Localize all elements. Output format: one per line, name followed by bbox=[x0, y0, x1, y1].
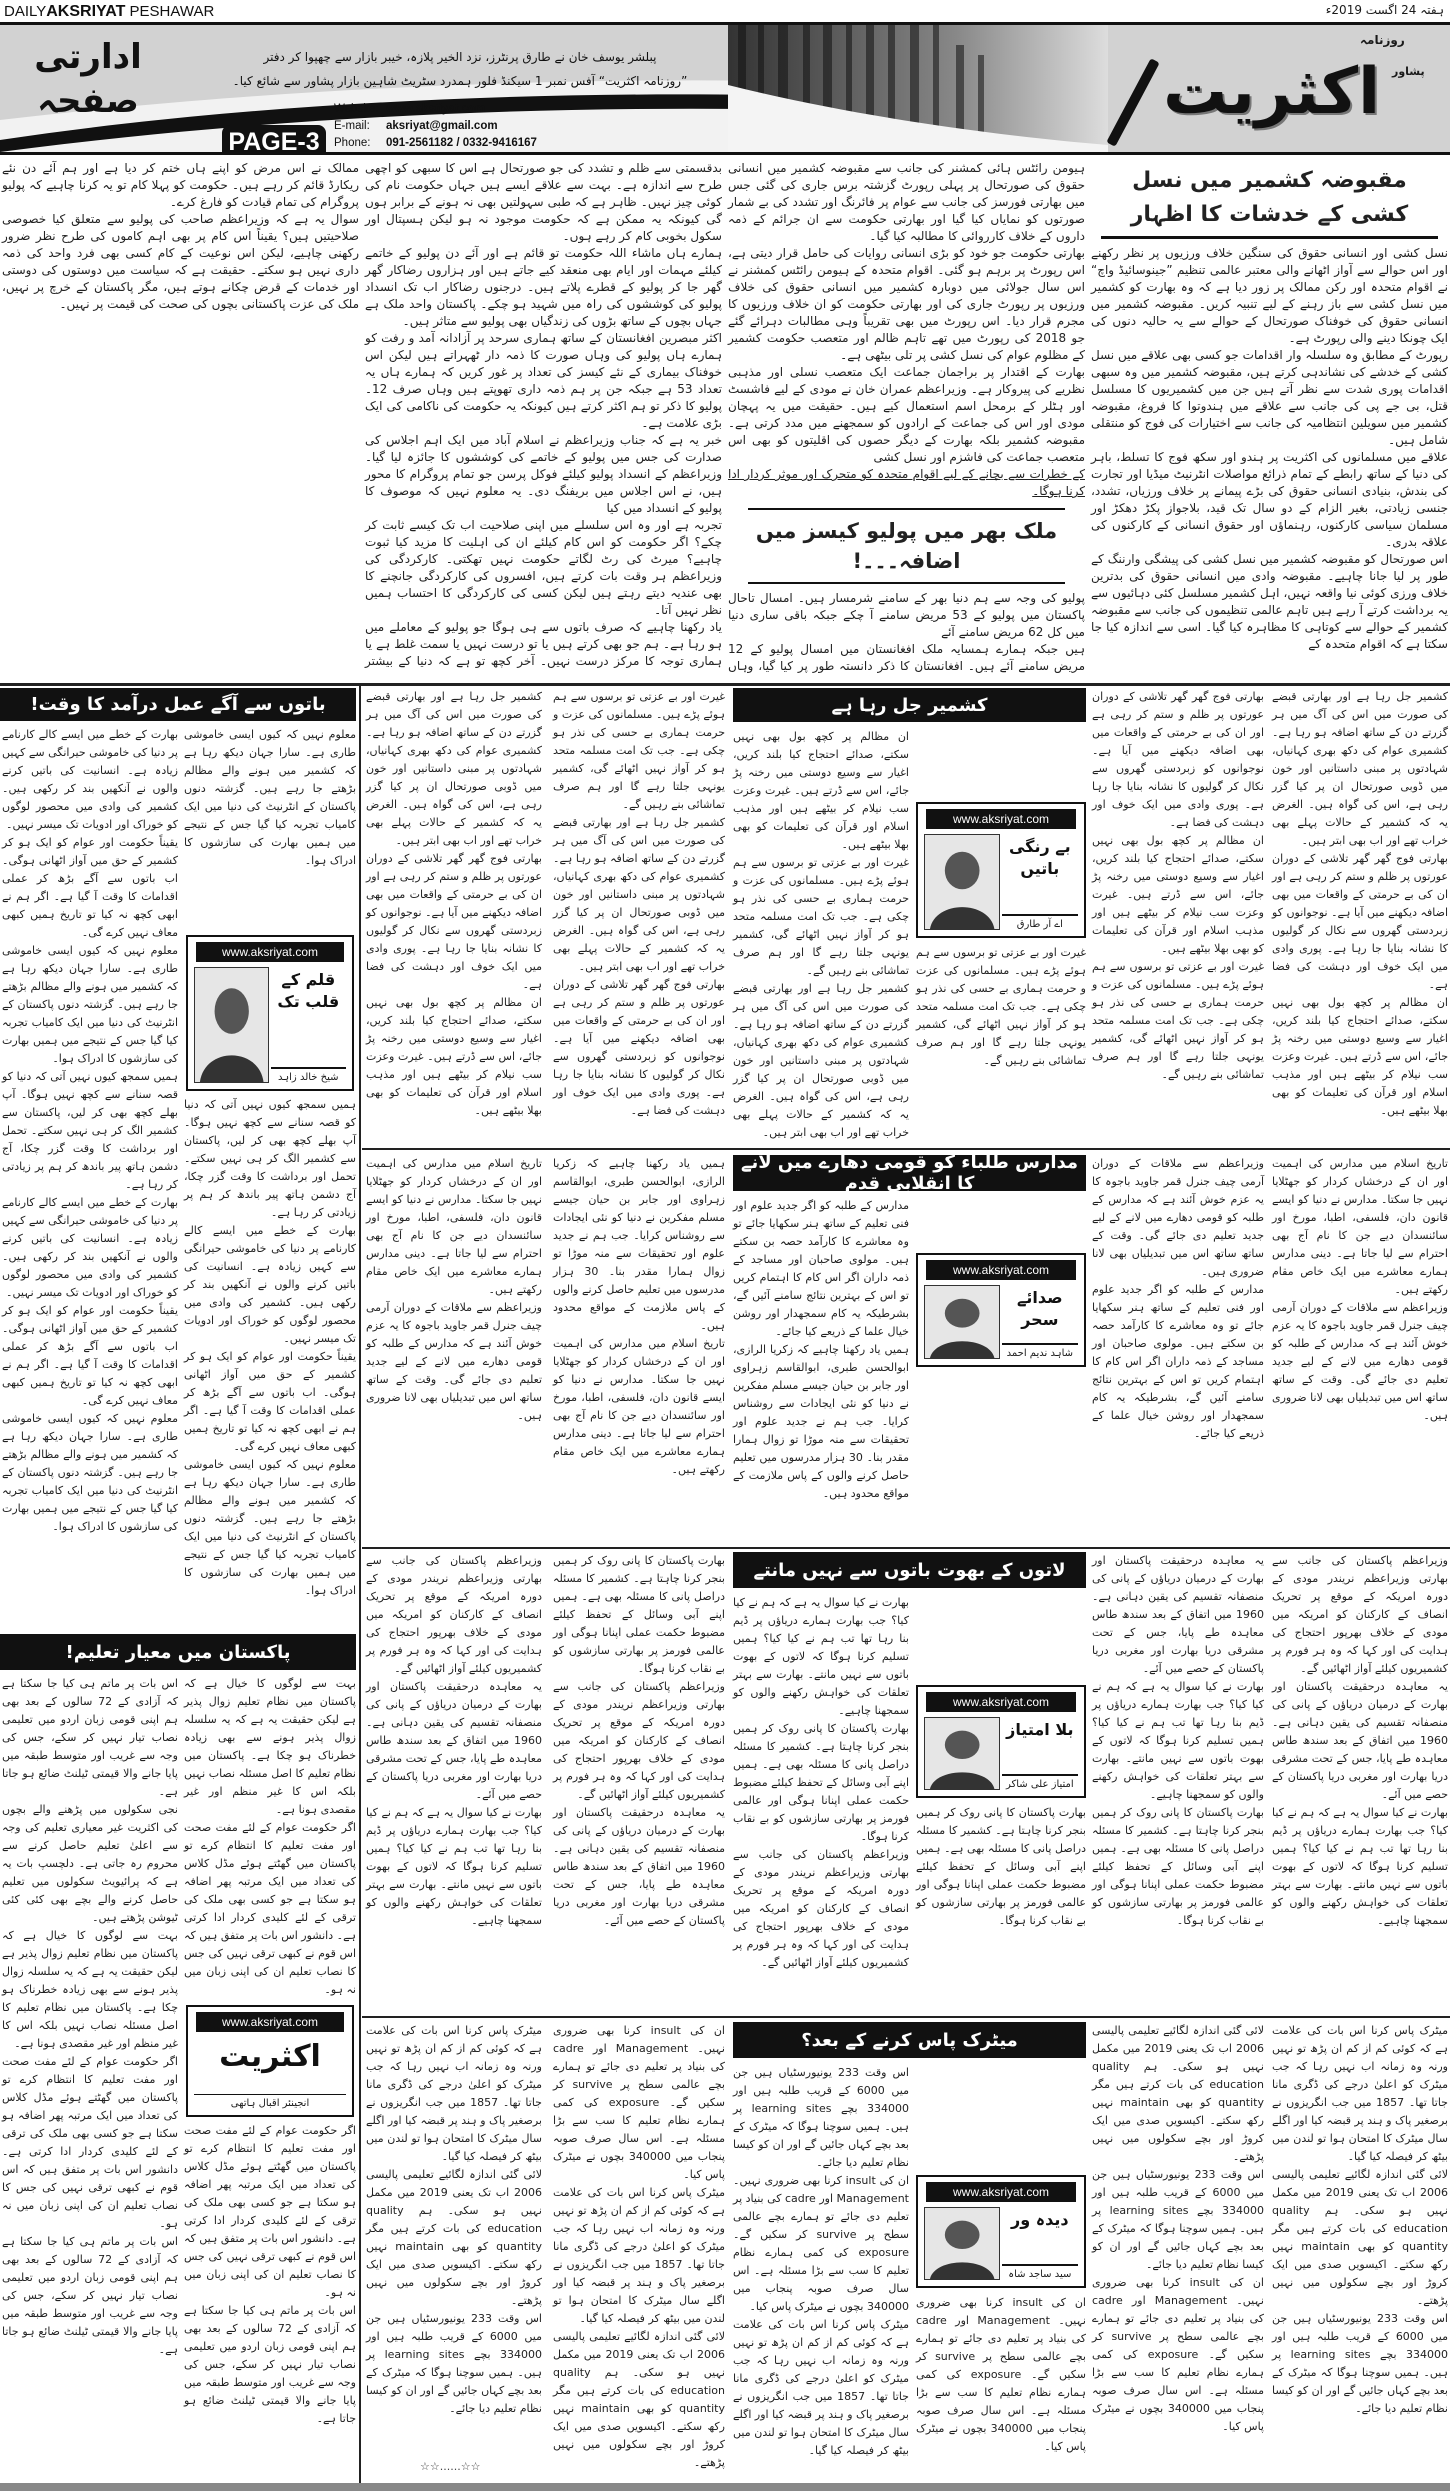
column-paragraph: ان مظالم پر کچھ بول بھی نہیں سکتے، صدائے احتجاج کیا بلند کریں، اغیار سے وسیع دوستی میں رخنہ پڑ جائے، اس سے ڈرتے ہیں۔ غیرت وعزت سب نیلام کر بیٹھے ہیں اور مذہب اسلام اور قرآن کی تعلیمات کو بھی بھلا بیٹھے ہیں۔ bbox=[733, 730, 909, 851]
column-paragraph: بھارت کے خطے میں ایسے کالے کارنامے پر دنیا کی خاموشی حیرانگی سے کہیں زیادہ ہے۔ انسانیت کی باتیں کرنے والوں نے آنکھیں بند کر رکھی ہیں۔ کشمیر کی وادی میں محصور لوگوں کو خوراک اور ادویات تک میسر نہیں۔ bbox=[184, 1224, 356, 1345]
brand-daily: DAILY bbox=[4, 3, 47, 20]
columnist-card bbox=[186, 935, 354, 1091]
polio-paragraph: ہیں جبکہ ہمارے ہمسایہ ملک افغانستان میں امسال پولیو کے 12 مریض سامنے آئے ہیں۔ افغانستان کا ذکر دانستہ طور پر کیا گیا، وہاں بدقسمتی سے ظلم و تشدد کی جو صورتحال ہے اس کا سبھی کو اچھی طرح سے اندازہ ہے۔ بہت سے علاقے ایسے ہیں جہاں حکومت نام کی کوئی چیز نہیں۔ ظاہر ہے کہ طبی سہولتیں بھی نہ ہونے کے برابر ہوں گی کیونکہ یہ ممکن ہے کہ حکومت موجود نہ ہو لیکن ہسپتال اور سکول بخوبی کام کر رہے ہوں۔ bbox=[365, 161, 1085, 673]
editorial-paragraph: کے خطرات سے بچانے کے لیے اقوام متحدہ کو متحرک اور موثر کردار ادا کرنا ہوگا۔ bbox=[728, 467, 1085, 498]
column-paragraph: مدارس کے طلبہ کو اگر جدید علوم اور فنی تعلیم کے ساتھ ہنر سکھایا جائے تو وہ معاشرے کا کارآمد حصہ بن سکتے ہیں۔ مولوی صاحبان اور مساجد کے ذمہ داران اگر اس کام کا اہتمام کریں تو اس کے بہترین نتائج سامنے آئیں گے، بشرطیکہ یہ کام سمجھدار اور روشن خیال علما کے ذریعے کیا جائے۔ bbox=[733, 1199, 909, 1338]
section-divider bbox=[0, 683, 1450, 686]
column-paragraph: ہمیں سمجھ کیوں نہیں آتی کہ دنیا کو قصہ سنانے سے کچھ نہیں ہوگا۔ آپ بھلے کچھ بھی کر لیں، پاکستان سے کشمیر الگ کر ہی نہیں سکتے۔ تحمل اور برداشت کا وقت گزر چکا، آج دشمن ہاتھ پیر باندھ کر ہم پر زیادتی کر رہا ہے۔ bbox=[2, 1070, 178, 1191]
column-paragraph: یہ معاہدہ درحقیقت پاکستان اور بھارت کے درمیان دریاؤں کے پانی کی منصفانہ تقسیم کی یقین دہانی ہے۔ 1960 میں اتفاق کے بعد سندھ طاس معاہدہ طے پایا، جس کے تحت مشرقی دریا بھارت اور مغربی دریا پاکستان کے حصے میں آئے۔ bbox=[1272, 1680, 1448, 1801]
logo-city: پشاور bbox=[1392, 65, 1425, 78]
column-text bbox=[184, 1675, 356, 2000]
website-label: Website: bbox=[334, 103, 379, 115]
column-text bbox=[366, 1155, 542, 1543]
website-label: www.aksriyat.com bbox=[926, 2182, 1076, 2202]
column-paragraph: اس وقت 233 یونیورسٹیاں ہیں جن میں 6000 کے قریب طلبہ ہیں اور 334000 بچے learning sites پر ہیں۔ ہمیں سوچنا ہوگا کہ میٹرک کے بعد بچے کہاں جائیں گے اور ان کو کیسا نظام تعلیم دیا جائے۔ bbox=[1092, 2168, 1264, 2271]
editorial-paragraph: بھارت کے اقتدار پر براجمان جماعت ایک متعصب نسلی اور مذہبی نظریے کی پیروکار ہے۔ وزیراعظم عمران خان نے مودی کے لیے فاشسٹ اور ہٹلر کے برمحل اسم استعمال کیے ہیں۔ حقیقت میں یہ پہچان مودی اور اس کی جماعت کے ارادوں کو سمجھنے میں مدد کرتی ہے۔ مقبوضہ کشمیر بلکہ بھارت کے دیگر حصوں کی اقلیتوں کو بھی اس متعصب جماعت کی فاشزم اور نسل کشی bbox=[728, 365, 1085, 464]
column-paragraph: ان کی insult کرنا بھی ضروری نہیں۔ Management اور cadre کی بنیاد پر تعلیم دی جائے تو ہمارے بچے عالمی سطح پر survive کر سکیں گے۔ exposure کی کمی ہمارے نظام تعلیم کا سب سے بڑا مسئلہ ہے۔ اس سال صرف صوبہ پنجاب میں 340000 بچوں نے میٹرک پاس کیا۔ bbox=[916, 2296, 1086, 2453]
column-paragraph: یہ معاہدہ درحقیقت پاکستان اور بھارت کے درمیان دریاؤں کے پانی کی منصفانہ تقسیم کی یقین دہانی ہے۔ 1960 میں اتفاق کے بعد سندھ طاس معاہدہ طے پایا، جس کے تحت مشرقی دریا بھارت اور مغربی دریا پاکستان کے حصے میں آئے۔ bbox=[553, 1806, 725, 1927]
email-link[interactable]: aksriyat@gmail.com bbox=[386, 120, 498, 132]
column-paragraph: یہ معاہدہ درحقیقت پاکستان اور بھارت کے درمیان دریاؤں کے پانی کی منصفانہ تقسیم کی یقین دہانی ہے۔ 1960 میں اتفاق کے بعد سندھ طاس معاہدہ طے پایا، جس کے تحت مشرقی دریا بھارت اور مغربی دریا پاکستان کے حصے میں آئے۔ bbox=[1092, 1554, 1264, 1675]
author-name: اے آر طارق bbox=[1002, 914, 1078, 930]
column-text bbox=[184, 2122, 356, 2478]
website-link[interactable]: www.akstiyat.com bbox=[386, 103, 486, 115]
section-divider bbox=[362, 2016, 1450, 2018]
column-paragraph: اس بات پر ماتم ہی کیا جا سکتا ہے کہ آزادی کے 72 سالوں کے بعد بھی ہم اپنی قومی زبان اردو میں تعلیمی نصاب تیار نہیں کر سکے، جس کی وجہ سے غریب اور متوسط طبقہ میں پایا جانے والا قیمتی ٹیلنٹ ضائع ہو جاتا ہے۔ bbox=[2, 2235, 178, 2356]
column-headline: کشمیر جل رہا ہے bbox=[733, 688, 1086, 722]
column-paragraph: غیرت اور بے عزتی تو برسوں سے ہم ہوئے پڑے ہیں۔ مسلمانوں کی عزت و حرمت ہماری بے حسی کی نذر ہو چکی ہے۔ جب تک امت مسلمہ متحد ہو کر آواز نہیں اٹھائے گی، کشمیر یونہی جلتا رہے گا اور ہم صرف تماشائی بنے رہیں گے۔ bbox=[1092, 960, 1264, 1081]
issue-date: ہفتہ 24 اگست 2019ء bbox=[1325, 3, 1444, 17]
column-text bbox=[553, 1552, 725, 2012]
column-text bbox=[184, 726, 356, 930]
column-text bbox=[733, 1197, 909, 1543]
website-label: www.aksriyat.com bbox=[196, 2012, 344, 2032]
column-paragraph: اس وقت 233 یونیورسٹیاں ہیں جن میں 6000 کے قریب طلبہ ہیں اور 334000 بچے learning sites پر ہیں۔ ہمیں سوچنا ہوگا کہ میٹرک کے بعد بچے کہاں جائیں گے اور ان کو کیسا نظام تعلیم دیا جائے۔ bbox=[1272, 2312, 1448, 2415]
column-paragraph: بھارت نے کیا سوال یہ ہے کہ ہم نے کیا کیا؟ جب بھارت ہمارے دریاؤں پر ڈیم بنا رہا تھا تب ہم نے کیا کیا؟ ہمیں تسلیم کرنا ہوگا کہ لاتوں کے بھوت باتوں سے نہیں مانتے۔ بھارت سے بہتر تعلقات کی خواہش رکھنے والوں کو سمجھنا چاہیے۔ bbox=[733, 1596, 909, 1717]
column-paragraph: اس وقت 233 یونیورسٹیاں ہیں جن میں 6000 کے قریب طلبہ ہیں اور 334000 بچے learning sites پر ہیں۔ ہمیں سوچنا ہوگا کہ میٹرک کے بعد بچے کہاں جائیں گے اور ان کو کیسا نظام تعلیم دیا جائے۔ bbox=[366, 2312, 542, 2415]
column-paragraph: کشمیر جل رہا ہے اور بھارتی قبضے کی صورت میں اس کی آگ میں ہر گزرتے دن کے ساتھ اضافہ ہو رہا ہے۔ کشمیری عوام کی دکھ بھری کہانیاں، شہادتوں پر مبنی داستانیں اور خون میں ڈوبی صورتحال ان پر کیا گزر رہی ہے، اس کی گواہ ہیں۔ الغرض یہ کہ کشمیر کے حالات پہلے بھی خراب تھے اور اب بھی ابتر ہیں۔ bbox=[733, 982, 909, 1139]
editorial-paragraph: اس صورتحال کو مقبوضہ کشمیر میں نسل کشی کی پیشگی وارننگ کے طور پر لیا جانا چاہیے۔ مقبوضہ وادی میں انسانی حقوق کی بدترین خلاف ورزی کوئی نیا واقعہ نہیں، اہل کشمیر مسلسل کئی دہائیوں سے یہ برداشت کرتے آ رہے ہیں تاہم عالمی تنظیموں کی جانب سے مقبوضہ کشمیر کے حوالے سے کوتاہی کا مظاہرہ کیا گیا۔ اسی سے اندازہ کیا جا سکتا ہے کہ اقوام متحدہ کے bbox=[1091, 552, 1448, 651]
phone-label: Phone: bbox=[334, 137, 371, 149]
column-paragraph: میٹرک پاس کرنا اس بات کی علامت ہے کہ کوئی کم از کم ان پڑھ تو نہیں ورنہ وہ زمانہ اب نہیں رہا کہ جب میٹرک کو اعلیٰ درجے کی ڈگری مانا جاتا تھا۔ 1857 میں جب انگریزوں نے برصغیر پاک و ہند پر قبضہ کیا اور اگلے سال میٹرک کا امتحان ہوا تو لندن میں بیٹھ کر فیصلہ کیا گیا۔ bbox=[553, 2186, 725, 2325]
column-paragraph: ان کی insult کرنا بھی ضروری نہیں۔ Management اور cadre کی بنیاد پر تعلیم دی جائے تو ہمارے بچے عالمی سطح پر survive کر سکیں گے۔ exposure کی کمی ہمارے نظام تعلیم کا سب سے بڑا مسئلہ ہے۔ اس سال صرف صوبہ پنجاب میں 340000 بچوں نے میٹرک پاس کیا۔ bbox=[733, 2174, 909, 2313]
column-paragraph: لائی گئی اندازہ لگائیے تعلیمی پالیسی 2006 اب تک یعنی 2019 میں مکمل نہیں ہو سکی۔ ہم quality education کی بات کرتے ہیں مگر quantity کو بھی maintain نہیں رکھ سکتے۔ اکیسویں صدی میں ایک کروڑ اور بچے سکولوں میں نہیں پڑھتے۔ bbox=[553, 2330, 725, 2469]
column-headline: پاکستان میں معیار تعلیم! bbox=[0, 1634, 356, 1670]
column-text bbox=[553, 2022, 725, 2478]
column-paragraph: یقیناً حکومت اور عوام کو ایک ہو کر کشمیر کے حق میں آواز اٹھانی ہوگی۔ اب باتوں سے آگے بڑھ کر عملی اقدامات کا وقت آ گیا ہے۔ اگر ہم نے ابھی کچھ نہ کیا تو تاریخ ہمیں کبھی معاف نہیں کرے گی۔ bbox=[2, 1304, 178, 1407]
column-paragraph: ہمیں یاد رکھنا چاہیے کہ زکریا الرازی، ابوالحسن طبری، ابوالقاسم زہراوی اور جابر بن حیان جیسے مسلم مفکرین نے دنیا کو نئی ایجادات سے روشناس کرایا۔ جب ہم نے جدید علوم اور تحقیقات سے منہ موڑا تو زوال ہمارا مقدر بنا۔ 30 ہزار مدرسوں میں تعلیم حاصل کرنے والوں کے پاس ملازمت کے مواقع محدود ہیں۔ bbox=[733, 1343, 909, 1500]
author-photo bbox=[924, 1285, 1000, 1359]
section-divider bbox=[362, 1547, 1450, 1549]
author-name: سید ساجد شاہ bbox=[1002, 2264, 1078, 2280]
page-number-badge: PAGE-3 bbox=[222, 125, 326, 155]
author-photo bbox=[194, 967, 269, 1083]
column-paragraph: ہمیں سمجھ کیوں نہیں آتی کہ دنیا کو قصہ سنانے سے کچھ نہیں ہوگا۔ آپ بھلے کچھ بھی کر لیں، پاکستان سے کشمیر الگ کر ہی نہیں سکتے۔ تحمل اور برداشت کا وقت گزر چکا، آج دشمن ہاتھ پیر باندھ کر ہم پر زیادتی کر رہا ہے۔ bbox=[184, 1098, 356, 1219]
column-paragraph: غیرت اور بے عزتی تو برسوں سے ہم ہوئے پڑے ہیں۔ مسلمانوں کی عزت و حرمت ہماری بے حسی کی نذر ہو چکی ہے۔ جب تک امت مسلمہ متحد ہو کر آواز نہیں اٹھائے گی، کشمیر یونہی جلتا رہے گا اور ہم صرف تماشائی بنے رہیں گے۔ bbox=[916, 946, 1086, 1067]
column-text bbox=[2, 726, 178, 1628]
column-paragraph: وزیراعظم پاکستان کی جانب سے بھارتی وزیراعظم نریندر مودی کے دورہ امریکہ کے موقع پر تحریک انصاف کے کارکنان کو امریکہ میں مودی کے خلاف بھرپور احتجاج کی ہدایت کی اور کہا کہ وہ ہر فورم پر کشمیریوں کیلئے آواز اٹھائیں گے۔ bbox=[1272, 1554, 1448, 1675]
column-paragraph: تاریخ اسلام میں مدارس کی اہمیت اور ان کے درخشاں کردار کو جھٹلایا نہیں جا سکتا۔ مدارس نے دنیا کو ایسے قانون دان، فلسفی، اطبا، مورخ اور سائنسدان دیے جن کا نام آج بھی احترام سے لیا جاتا ہے۔ دینی مدارس ہمارے معاشرے میں ایک خاص مقام رکھتے ہیں۔ bbox=[553, 1337, 725, 1476]
column-paragraph: ان مظالم پر کچھ بول بھی نہیں سکتے، صدائے احتجاج کیا بلند کریں، اغیار سے وسیع دوستی میں رخنہ پڑ جائے، اس سے ڈرتے ہیں۔ غیرت وعزت سب نیلام کر بیٹھے ہیں اور مذہب اسلام اور قرآن کی تعلیمات کو بھی بھلا بیٹھے ہیں۔ bbox=[1272, 996, 1448, 1117]
column-paragraph: غیرت اور بے عزتی تو برسوں سے ہم ہوئے پڑے ہیں۔ مسلمانوں کی عزت و حرمت ہماری بے حسی کی نذر ہو چکی ہے۔ جب تک امت مسلمہ متحد ہو کر آواز نہیں اٹھائے گی، کشمیر یونہی جلتا رہے گا اور ہم صرف تماشائی بنے رہیں گے۔ bbox=[733, 856, 909, 977]
author-photo bbox=[924, 834, 1000, 930]
column-paragraph: بھارت کے خطے میں ایسے کالے کارنامے پر دنیا کی خاموشی حیرانگی سے کہیں زیادہ ہے۔ انسانیت کی باتیں کرنے والوں نے آنکھیں بند کر رکھی ہیں۔ کشمیر کی وادی میں محصور لوگوں کو خوراک اور ادویات تک میسر نہیں۔ bbox=[2, 1196, 178, 1299]
column-text bbox=[1272, 1552, 1448, 2012]
column-paragraph: بھارت پاکستان کا پانی روک کر ہمیں بنجر کرنا چاہتا ہے۔ کشمیر کا مسئلہ دراصل پانی کا مسئلہ بھی ہے۔ ہمیں اپنے آبی وسائل کے تحفظ کیلئے مضبوط حکمت عملی اپنانا ہوگی اور عالمی فورمز پر بھارتی سازشوں کو بے نقاب کرنا ہوگا۔ bbox=[916, 1806, 1086, 1927]
website-label: www.aksriyat.com bbox=[926, 1260, 1076, 1280]
column-paragraph: بہت سے لوگوں کا خیال ہے کہ پاکستان میں نظام تعلیم زوال پذیر ہے لیکن حقیقت یہ ہے کہ یہ سلسلہ زوال پذیر ہونے سے بھی زیادہ خطرناک ہو چکا ہے۔ پاکستان میں نظام تعلیم کا اصل مسئلہ نصاب نہیں بلکہ اس کا غیر منظم اور غیر مقصدی ہونا ہے۔ bbox=[184, 1677, 356, 1816]
column-paragraph: میٹرک پاس کرنا اس بات کی علامت ہے کہ کوئی کم از کم ان پڑھ تو نہیں ورنہ وہ زمانہ اب نہیں رہا کہ جب میٹرک کو اعلیٰ درجے کی ڈگری مانا جاتا تھا۔ 1857 میں جب انگریزوں نے برصغیر پاک و ہند پر قبضہ کیا اور اگلے سال میٹرک کا امتحان ہوا تو لندن میں بیٹھ کر فیصلہ کیا گیا۔ bbox=[1272, 2024, 1448, 2163]
column-text bbox=[1272, 1155, 1448, 1543]
column-headline: باتوں سے آگے عمل درآمد کا وقت! bbox=[0, 688, 356, 721]
column-paragraph: کشمیر جل رہا ہے اور بھارتی قبضے کی صورت میں اس کی آگ میں ہر گزرتے دن کے ساتھ اضافہ ہو رہا ہے۔ کشمیری عوام کی دکھ بھری کہانیاں، شہادتوں پر مبنی داستانیں اور خون میں ڈوبی صورتحال ان پر کیا گزر رہی ہے، اس کی گواہ ہیں۔ الغرض یہ کہ کشمیر کے حالات پہلے بھی خراب تھے اور اب بھی ابتر ہیں۔ bbox=[366, 690, 542, 847]
editorial-paragraph: بھارتی حکومت جو خود کو بڑی انسانی روایات کی حامل قرار دیتی ہے، اس رپورٹ پر برہم ہو گئی۔ اقوام متحدہ کے ہیومن رائٹس کمشنر نے اس سال جولائی میں دوبارہ کشمیر میں انسانی حقوق کی خلاف ورزیوں پر رپورٹ جاری کی اور بھارتی حکومت کو ان خلاف ورزیوں کا مجرم قرار دیا۔ اس رپورٹ میں بھی تقریباً وہی مطالبات دہرائے گئے جو 2018 کی رپورٹ میں تھے تاہم ظالم اور متعصب حکومت کشمیر کے مظلوم عوام کی نسل کشی پر تلی بیٹھی ہے۔ bbox=[728, 246, 1085, 362]
column-paragraph: وزیراعظم پاکستان کی جانب سے بھارتی وزیراعظم نریندر مودی کے دورہ امریکہ کے موقع پر تحریک انصاف کے کارکنان کو امریکہ میں مودی کے خلاف بھرپور احتجاج کی ہدایت کی اور کہا کہ وہ ہر فورم پر کشمیریوں کیلئے آواز اٹھائیں گے۔ bbox=[733, 1848, 909, 1969]
column-text bbox=[1272, 2022, 1448, 2478]
column-text bbox=[916, 1804, 1086, 2012]
author-name: انجینئر اقبال ہاتھی bbox=[194, 2094, 346, 2109]
column-paragraph: وزیراعظم سے ملاقات کے دوران آرمی چیف جنرل قمر جاوید باجوہ کا یہ عزم خوش آئند ہے کہ مدارس کے طلبہ کو قومی دھارے میں لانے کے لیے جدید تعلیم دی جائے گی۔ وقت کے ساتھ ساتھ اس میں تبدیلیاں بھی لانا ضروری ہیں۔ bbox=[1092, 1157, 1264, 1278]
columnist-card bbox=[916, 1685, 1086, 1798]
column-paragraph: معلوم نہیں کہ کیوں ایسی خاموشی طاری ہے۔ سارا جہان دیکھ رہا ہے کہ کشمیر میں ہونے والے مظالم بڑھتے جا رہے ہیں۔ گزشتہ دنوں پاکستان کے انٹرنیٹ کی دنیا میں ایک کامیاب تجربہ کیا گیا جس کے نتیجے میں ہمیں بھارت کی سازشوں کا ادراک ہوا۔ bbox=[2, 944, 178, 1065]
brand-name: AKSRIYAT bbox=[46, 3, 126, 20]
polio-paragraph: سوال یہ ہے کہ وزیراعظم صاحب کی پولیو سے متعلق کیا خصوصی صلاحیتیں ہیں؟ یقیناً اس کام پر بھی اہم کاموں کی طرح نظر ضرور رکھنی چاہیے، لیکن اس نوعیت کے کام کسی بھی فرد واحد کی ذمہ داری نہیں ہو سکتے۔ حقیقت ہے کہ سیاست میں دوستوں کی دوستی اور خدمات کے قرض چکانے ہوتے ہیں، مگر پاکستان کے خرچ پر نہیں، ملک کی عزت پاکستانی بچوں کی صحت کی قیمت پر نہیں۔ bbox=[2, 212, 359, 311]
column-paragraph: یہ معاہدہ درحقیقت پاکستان اور بھارت کے درمیان دریاؤں کے پانی کی منصفانہ تقسیم کی یقین دہانی ہے۔ 1960 میں اتفاق کے بعد سندھ طاس معاہدہ طے پایا، جس کے تحت مشرقی دریا بھارت اور مغربی دریا پاکستان کے حصے میں آئے۔ bbox=[366, 1680, 542, 1801]
column-text bbox=[1272, 688, 1448, 1144]
email-label: E-mail: bbox=[334, 120, 370, 132]
column-paragraph: معلوم نہیں کہ کیوں ایسی خاموشی طاری ہے۔ سارا جہان دیکھ رہا ہے کہ کشمیر میں ہونے والے مظالم بڑھتے جا رہے ہیں۔ گزشتہ دنوں پاکستان کے انٹرنیٹ کی دنیا میں ایک کامیاب تجربہ کیا گیا جس کے نتیجے میں ہمیں بھارت کی سازشوں کا ادراک ہوا۔ bbox=[2, 1412, 178, 1533]
column-name: قلم کے قلب تک bbox=[277, 970, 340, 1011]
column-text bbox=[366, 2022, 542, 2456]
publisher-info bbox=[200, 45, 720, 93]
top-strip bbox=[0, 0, 1450, 22]
column-paragraph: اگر حکومت عوام کے لئے مفت صحت اور مفت تعلیم کا انتظام کرے تو پاکستان میں گھٹتے ہوئے مڈل کلاس کی تعداد میں ایک مرتبہ پھر اضافہ ہو سکتا ہے جو کسی بھی ملک کی ترقی کے لئے کلیدی کردار ادا کرتی ہے۔ دانشور اس بات پر متفق ہیں کہ اس قوم نے کبھی ترقی نہیں کی جس کا نصاب تعلیم ان کی اپنی زبان میں نہ ہو۔ bbox=[184, 2124, 356, 2299]
polio-editorial-headline: ملک بھر میں پولیو کیسز میں اضافہ۔۔۔! bbox=[748, 508, 1065, 584]
column-paragraph: معلوم نہیں کہ کیوں ایسی خاموشی طاری ہے۔ سارا جہان دیکھ رہا ہے کہ کشمیر میں ہونے والے مظالم بڑھتے جا رہے ہیں۔ گزشتہ دنوں پاکستان کے انٹرنیٹ کی دنیا میں ایک کامیاب تجربہ کیا گیا جس کے نتیجے میں ہمیں بھارت کی سازشوں کا ادراک ہوا۔ bbox=[184, 1458, 356, 1597]
column-paragraph: بھارت پاکستان کا پانی روک کر ہمیں بنجر کرنا چاہتا ہے۔ کشمیر کا مسئلہ دراصل پانی کا مسئلہ بھی ہے۔ ہمیں اپنے آبی وسائل کے تحفظ کیلئے مضبوط حکمت عملی اپنانا ہوگی اور عالمی فورمز پر بھارتی سازشوں کو بے نقاب کرنا ہوگا۔ bbox=[1092, 1806, 1264, 1927]
column-paragraph: کشمیر جل رہا ہے اور بھارتی قبضے کی صورت میں اس کی آگ میں ہر گزرتے دن کے ساتھ اضافہ ہو رہا ہے۔ کشمیری عوام کی دکھ بھری کہانیاں، شہادتوں پر مبنی داستانیں اور خون میں ڈوبی صورتحال ان پر کیا گزر رہی ہے، اس کی گواہ ہیں۔ الغرض یہ کہ کشمیر کے حالات پہلے بھی خراب تھے اور اب بھی ابتر ہیں۔ bbox=[1272, 690, 1448, 847]
editorial-headline: مقبوضہ کشمیر میں نسل کشی کے خدشات کا اظہار bbox=[1101, 162, 1438, 239]
editorial-section bbox=[2, 160, 1448, 682]
column-paragraph: بھارت نے کیا سوال یہ ہے کہ ہم نے کیا کیا؟ جب بھارت ہمارے دریاؤں پر ڈیم بنا رہا تھا تب ہم نے کیا کیا؟ ہمیں تسلیم کرنا ہوگا کہ لاتوں کے بھوت باتوں سے نہیں مانتے۔ بھارت سے بہتر تعلقات کی خواہش رکھنے والوں کو سمجھنا چاہیے۔ bbox=[1092, 1680, 1264, 1801]
column-paragraph: لائی گئی اندازہ لگائیے تعلیمی پالیسی 2006 اب تک یعنی 2019 میں مکمل نہیں ہو سکی۔ ہم quality education کی بات کرتے ہیں مگر quantity کو بھی maintain نہیں رکھ سکتے۔ اکیسویں صدی میں ایک کروڑ اور بچے سکولوں میں نہیں پڑھتے۔ bbox=[366, 2168, 542, 2307]
polio-paragraph: تجربہ ہے اور وہ اس سلسلے میں اپنی صلاحیت اب تک کیسے ثابت کر چکے؟ اگر حکومت کو اس کام کیلئے ان کی اہلیت کا مزید کیا ثبوت چاہیے؟ میرٹ کی رٹ لگاتے حکومت نہیں تھکتی۔ کارکردگی کی وزیراعظم ہر وقت بات کرتے ہیں، افسروں کی کارکردگی جانچنے کا بھی عندیہ دیتے رہتے ہیں لیکن کسی کی کارکردگی کا احتساب ہمیں نظر نہیں آتا۔ bbox=[365, 518, 722, 617]
polio-paragraph: ہمارے ہاں ماشاء اللہ حکومت تو قائم ہے اور آئے دن پولیو کے خاتمے کیلئے مہمات اور ایام بھی منعقد کیے جاتے ہیں اور ہزاروں رضاکار گھر گھر جا کر پولیو کے قطرے پلاتے ہیں۔ درجنوں رضاکار اب تک انسداد پولیو کی کوششوں کی راہ میں شہید ہو چکے۔ پاکستان واحد ملک ہے جہاں بچوں کے ساتھ بڑوں کی زندگیاں بھی پولیو سے متاثر ہیں۔ bbox=[365, 246, 722, 328]
editorial-paragraph: ہیومن رائٹس ہائی کمشنر کی جانب سے مقبوضہ کشمیر میں انسانی حقوق کی صورتحال پر پہلی رپورٹ گزشتہ برس جاری کی گئی جس میں بھارتی فورسز کی جانب سے عوام پر فائرنگ اور تشدد کی بے شمار صورتوں کو نمایاں کیا گیا اور بھارتی حکومت سے ان جرائم کے ذمہ داروں کے خلاف کارروائی کا مطالبہ کیا گیا۔ bbox=[728, 161, 1085, 243]
author-photo bbox=[924, 1717, 1000, 1790]
column-headline: لاتوں کے بھوت باتوں سے نہیں مانتے bbox=[733, 1552, 1086, 1588]
column-paragraph: غیرت اور بے عزتی تو برسوں سے ہم ہوئے پڑے ہیں۔ مسلمانوں کی عزت و حرمت ہماری بے حسی کی نذر ہو چکی ہے۔ جب تک امت مسلمہ متحد ہو کر آواز نہیں اٹھائے گی، کشمیر یونہی جلتا رہے گا اور ہم صرف تماشائی بنے رہیں گے۔ bbox=[553, 690, 725, 811]
column-paragraph: اس بات پر ماتم ہی کیا جا سکتا ہے کہ آزادی کے 72 سالوں کے بعد بھی ہم اپنی قومی زبان اردو میں تعلیمی نصاب تیار نہیں کر سکے، جس کی وجہ سے غریب اور متوسط طبقہ میں پایا جانے والا قیمتی ٹیلنٹ ضائع ہو جاتا ہے۔ bbox=[184, 2304, 356, 2425]
column-paragraph: بھارت نے کیا سوال یہ ہے کہ ہم نے کیا کیا؟ جب بھارت ہمارے دریاؤں پر ڈیم بنا رہا تھا تب ہم نے کیا کیا؟ ہمیں تسلیم کرنا ہوگا کہ لاتوں کے بھوت باتوں سے نہیں مانتے۔ بھارت سے بہتر تعلقات کی خواہش رکھنے والوں کو سمجھنا چاہیے۔ bbox=[366, 1806, 542, 1927]
column-name: صدائے سحر bbox=[1017, 1288, 1063, 1329]
column-paragraph: لائی گئی اندازہ لگائیے تعلیمی پالیسی 2006 اب تک یعنی 2019 میں مکمل نہیں ہو سکی۔ ہم quality education کی بات کرتے ہیں مگر quantity کو بھی maintain نہیں رکھ سکتے۔ اکیسویں صدی میں ایک کروڑ اور بچے سکولوں میں نہیں پڑھتے۔ bbox=[1092, 2024, 1264, 2163]
column-text bbox=[2, 1675, 178, 2478]
column-paragraph: بھارتی فوج گھر گھر تلاشی کے دوران عورتوں پر ظلم و ستم کر رہی ہے اور ان کی بے حرمتی کے واقعات میں بھی اضافہ دیکھنے میں آیا ہے۔ نوجوانوں کو زبردستی گھروں سے نکال کر گولیوں کا نشانہ بنایا جا رہا ہے۔ پوری وادی میں ایک خوف اور دہشت کی فضا ہے۔ bbox=[1272, 852, 1448, 991]
column-paragraph: نجی سکولوں میں پڑھنے والے بچوں کی اکثریت غیر معیاری تعلیم کی وجہ سے اعلیٰ تعلیم حاصل کرنے سے محروم رہ جاتی ہے۔ دلچسپ بات یہ ہے کہ پرائیویٹ سکولوں میں تعلیم حاصل کرنے والے بچے بھی کئی کئی ٹیوشن پڑھتے ہیں۔ bbox=[2, 1803, 178, 1924]
column-text bbox=[184, 1096, 356, 1628]
column-text bbox=[366, 1552, 542, 2012]
editorial-paragraph: رپورٹ کے مطابق وہ سلسلہ وار اقدامات جو کسی بھی علاقے میں نسل کشی کے خدشے کی نشاندہی کرتے ہیں، مقبوضہ کشمیر میں وہ سبھی اقدامات پوری شدت سے نظر آتے ہیں جن میں کشمیریوں کا مسلسل قتل، بی جے پی کی جانب سے علاقے میں ہندوتوا کا فروغ، مقبوضہ کشمیر میں سویلین انتظامیہ کی جانب سے اختیارات کی فوج کو منتقلی شامل ہیں۔ bbox=[1091, 348, 1448, 447]
column-paragraph: بھارت کے خطے میں ایسے کالے کارنامے پر دنیا کی خاموشی حیرانگی سے کہیں زیادہ ہے۔ انسانیت کی باتیں کرنے والوں نے آنکھیں بند کر رکھی ہیں۔ کشمیر کی وادی میں محصور لوگوں کو خوراک اور ادویات تک میسر نہیں۔ bbox=[2, 728, 178, 831]
end-stars: ☆☆......☆☆ bbox=[420, 2460, 481, 2473]
column-name: بے رنگی باتیں bbox=[1008, 837, 1071, 878]
logo-prefix: روزنامہ bbox=[1360, 33, 1405, 47]
author-photo bbox=[924, 2207, 1000, 2280]
phone-number: 091-2561182 / 0332-9416167 bbox=[386, 137, 537, 149]
column-paragraph: وزیراعظم سے ملاقات کے دوران آرمی چیف جنرل قمر جاوید باجوہ کا یہ عزم خوش آئند ہے کہ مدارس کے طلبہ کو قومی دھارے میں لانے کے لیے جدید تعلیم دی جائے گی۔ وقت کے ساتھ ساتھ اس میں تبدیلیاں بھی لانا ضروری ہیں۔ bbox=[1272, 1301, 1448, 1422]
section-divider bbox=[362, 1148, 1450, 1150]
contact-info bbox=[334, 101, 537, 152]
newspaper-logo: اکثریت bbox=[1163, 55, 1380, 129]
website-label: www.aksriyat.com bbox=[926, 1692, 1076, 1712]
column-text bbox=[1092, 1155, 1264, 1543]
column-text bbox=[733, 2064, 909, 2478]
column-paragraph: وزیراعظم سے ملاقات کے دوران آرمی چیف جنرل قمر جاوید باجوہ کا یہ عزم خوش آئند ہے کہ مدارس کے طلبہ کو قومی دھارے میں لانے کے لیے جدید تعلیم دی جائے گی۔ وقت کے ساتھ ساتھ اس میں تبدیلیاں بھی لانا ضروری ہیں۔ bbox=[366, 1301, 542, 1422]
column-paragraph: کشمیر جل رہا ہے اور بھارتی قبضے کی صورت میں اس کی آگ میں ہر گزرتے دن کے ساتھ اضافہ ہو رہا ہے۔ کشمیری عوام کی دکھ بھری کہانیاں، شہادتوں پر مبنی داستانیں اور خون میں ڈوبی صورتحال ان پر کیا گزر رہی ہے، اس کی گواہ ہیں۔ الغرض یہ کہ کشمیر کے حالات پہلے بھی خراب تھے اور اب بھی ابتر ہیں۔ bbox=[553, 816, 725, 973]
column-paragraph: ہمیں یاد رکھنا چاہیے کہ زکریا الرازی، ابوالحسن طبری، ابوالقاسم زہراوی اور جابر بن حیان جیسے مسلم مفکرین نے دنیا کو نئی ایجادات سے روشناس کرایا۔ جب ہم نے جدید علوم اور تحقیقات سے منہ موڑا تو زوال ہمارا مقدر بنا۔ 30 ہزار مدرسوں میں تعلیم حاصل کرنے والوں کے پاس ملازمت کے مواقع محدود ہیں۔ bbox=[553, 1157, 725, 1332]
column-divider bbox=[359, 684, 361, 2483]
column-paragraph: وزیراعظم پاکستان کی جانب سے بھارتی وزیراعظم نریندر مودی کے دورہ امریکہ کے موقع پر تحریک انصاف کے کارکنان کو امریکہ میں مودی کے خلاف بھرپور احتجاج کی ہدایت کی اور کہا کہ وہ ہر فورم پر کشمیریوں کیلئے آواز اٹھائیں گے۔ bbox=[553, 1680, 725, 1801]
column-text bbox=[733, 728, 909, 1144]
website-label: www.aksriyat.com bbox=[196, 942, 344, 962]
column-paragraph: اس وقت 233 یونیورسٹیاں ہیں جن میں 6000 کے قریب طلبہ ہیں اور 334000 بچے learning sites پر ہیں۔ ہمیں سوچنا ہوگا کہ میٹرک کے بعد بچے کہاں جائیں گے اور ان کو کیسا نظام تعلیم دیا جائے۔ bbox=[733, 2066, 909, 2169]
column-paragraph: اگر حکومت عوام کے لئے مفت صحت اور مفت تعلیم کا انتظام کرے تو پاکستان میں گھٹتے ہوئے مڈل کلاس کی تعداد میں ایک مرتبہ پھر اضافہ ہو سکتا ہے جو کسی بھی ملک کی ترقی کے لئے کلیدی کردار ادا کرتی ہے۔ دانشور اس بات پر متفق ہیں کہ اس قوم نے کبھی ترقی نہیں کی جس کا نصاب تعلیم ان کی اپنی زبان میں نہ ہو۔ bbox=[2, 2055, 178, 2230]
column-paragraph: بھارتی فوج گھر گھر تلاشی کے دوران عورتوں پر ظلم و ستم کر رہی ہے اور ان کی بے حرمتی کے واقعات میں بھی اضافہ دیکھنے میں آیا ہے۔ نوجوانوں کو زبردستی گھروں سے نکال کر گولیوں کا نشانہ بنایا جا رہا ہے۔ پوری وادی میں ایک خوف اور دہشت کی فضا ہے۔ bbox=[553, 978, 725, 1117]
column-text bbox=[1092, 688, 1264, 1144]
column-headline: میٹرک پاس کرنے کے بعد؟ bbox=[733, 2022, 1086, 2058]
column-text bbox=[1092, 1552, 1264, 2012]
columnist-card bbox=[916, 802, 1086, 938]
column-paragraph: ان مظالم پر کچھ بول بھی نہیں سکتے، صدائے احتجاج کیا بلند کریں، اغیار سے وسیع دوستی میں رخنہ پڑ جائے، اس سے ڈرتے ہیں۔ غیرت وعزت سب نیلام کر بیٹھے ہیں اور مذہب اسلام اور قرآن کی تعلیمات کو بھی بھلا بیٹھے ہیں۔ bbox=[1092, 834, 1264, 955]
editorial-paragraph: علاقے میں مسلمانوں کی اکثریت پر ہندو اور سکھ فوج کا تسلط، باہر کی دنیا کے ساتھ رابطے کے تمام ذرائع مواصلات انٹرنیٹ میڈیا اور تجارت کی بندش، بنیادی انسانی حقوق کی بڑے پیمانے پر خلاف ورزیاں، تشدد، جنسی زیادتی، بغیر الزام کے دو سال تک قید، بلاجواز پکڑ دھکڑ اور مسلمان سیاسی کارکنوں، رہنماؤں اور حقوق انسانی کے کارکنوں کی علاقہ بدری۔ bbox=[1091, 450, 1448, 549]
author-name: شاہد ندیم احمد bbox=[1002, 1343, 1078, 1359]
column-paragraph: معلوم نہیں کہ کیوں ایسی خاموشی طاری ہے۔ سارا جہان دیکھ رہا ہے کہ کشمیر میں ہونے والے مظالم بڑھتے جا رہے ہیں۔ گزشتہ دنوں پاکستان کے انٹرنیٹ کی دنیا میں ایک کامیاب تجربہ کیا گیا جس کے نتیجے میں ہمیں بھارت کی سازشوں کا ادراک ہوا۔ bbox=[184, 728, 356, 867]
brand-city: PESHAWAR bbox=[129, 3, 215, 20]
author-name: شیخ خالد زاہد bbox=[271, 1067, 346, 1083]
polio-paragraph: خبر یہ ہے کہ جناب وزیراعظم نے اسلام آباد میں ایک اہم اجلاس کی صدارت کی جس میں پولیو کے خاتمے کی کوششوں کا جائزہ لیا گیا۔ وزیراعظم کے انسداد پولیو کیلئے فوکل پرسن جو تمام پروگرام کا محور ہیں، نے اس اجلاس میں بریفنگ دی۔ یہ معلوم نہیں کہ موصوف کا پولیو کے انسداد میں کیا bbox=[365, 433, 722, 515]
column-headline: مدارس طلباء کو قومی دھارے میں لانے کا انقلابی قدم bbox=[733, 1155, 1086, 1191]
publisher-line: ”روزنامہ اکثریت“ آفس نمبر 1 سیکنڈ فلور ہمدرد سٹریٹ شاہین بازار پشاور سے شائع کیا۔ bbox=[232, 74, 688, 88]
column-text bbox=[366, 688, 542, 1144]
column-paragraph: بہت سے لوگوں کا خیال ہے کہ پاکستان میں نظام تعلیم زوال پذیر ہے لیکن حقیقت یہ ہے کہ یہ سلسلہ زوال پذیر ہونے سے بھی زیادہ خطرناک ہو چکا ہے۔ پاکستان میں نظام تعلیم کا اصل مسئلہ نصاب نہیں بلکہ اس کا غیر منظم اور غیر مقصدی ہونا ہے۔ bbox=[2, 1929, 178, 2050]
column-paragraph: یقیناً حکومت اور عوام کو ایک ہو کر کشمیر کے حق میں آواز اٹھانی ہوگی۔ اب باتوں سے آگے بڑھ کر عملی اقدامات کا وقت آ گیا ہے۔ اگر ہم نے ابھی کچھ نہ کیا تو تاریخ ہمیں کبھی معاف نہیں کرے گی۔ bbox=[2, 836, 178, 939]
column-name: دیدہ ور bbox=[1011, 2210, 1069, 2229]
column-paragraph: ان مظالم پر کچھ بول بھی نہیں سکتے، صدائے احتجاج کیا بلند کریں، اغیار سے وسیع دوستی میں رخنہ پڑ جائے، اس سے ڈرتے ہیں۔ غیرت وعزت سب نیلام کر بیٹھے ہیں اور مذہب اسلام اور قرآن کی تعلیمات کو بھی بھلا بیٹھے ہیں۔ bbox=[366, 996, 542, 1117]
column-paragraph: بھارت پاکستان کا پانی روک کر ہمیں بنجر کرنا چاہتا ہے۔ کشمیر کا مسئلہ دراصل پانی کا مسئلہ بھی ہے۔ ہمیں اپنے آبی وسائل کے تحفظ کیلئے مضبوط حکمت عملی اپنانا ہوگی اور عالمی فورمز پر بھارتی سازشوں کو بے نقاب کرنا ہوگا۔ bbox=[733, 1722, 909, 1843]
column-paragraph: بھارتی فوج گھر گھر تلاشی کے دوران عورتوں پر ظلم و ستم کر رہی ہے اور ان کی بے حرمتی کے واقعات میں بھی اضافہ دیکھنے میں آیا ہے۔ نوجوانوں کو زبردستی گھروں سے نکال کر گولیوں کا نشانہ بنایا جا رہا ہے۔ پوری وادی میں ایک خوف اور دہشت کی فضا ہے۔ bbox=[1092, 690, 1264, 829]
polio-paragraph: پولیو کی وجہ سے ہم دنیا بھر کے سامنے شرمسار ہیں۔ امسال تاحال پاکستان میں پولیو کے 53 مریض سامنے آ چکے جبکہ باقی ساری دنیا میں کل 62 مریض سامنے آئے bbox=[728, 591, 1085, 639]
logo-card bbox=[186, 2005, 354, 2117]
column-paragraph: لائی گئی اندازہ لگائیے تعلیمی پالیسی 2006 اب تک یعنی 2019 میں مکمل نہیں ہو سکی۔ ہم quality education کی بات کرتے ہیں مگر quantity کو بھی maintain نہیں رکھ سکتے۔ اکیسویں صدی میں ایک کروڑ اور بچے سکولوں میں نہیں پڑھتے۔ bbox=[1272, 2168, 1448, 2307]
column-text bbox=[733, 1594, 909, 2012]
column-paragraph: یقیناً حکومت اور عوام کو ایک ہو کر کشمیر کے حق میں آواز اٹھانی ہوگی۔ اب باتوں سے آگے بڑھ کر عملی اقدامات کا وقت آ گیا ہے۔ اگر ہم نے ابھی کچھ نہ کیا تو تاریخ ہمیں کبھی معاف نہیں کرے گی۔ bbox=[184, 1350, 356, 1453]
column-paragraph: اس بات پر ماتم ہی کیا جا سکتا ہے کہ آزادی کے 72 سالوں کے بعد بھی ہم اپنی قومی زبان اردو میں تعلیمی نصاب تیار نہیں کر سکے، جس کی وجہ سے غریب اور متوسط طبقہ میں پایا جانے والا قیمتی ٹیلنٹ ضائع ہو جاتا ہے۔ bbox=[2, 1677, 178, 1798]
column-text bbox=[553, 1155, 725, 1543]
bookshelf-image bbox=[728, 25, 1108, 152]
column-paragraph: ان کی insult کرنا بھی ضروری نہیں۔ Management اور cadre کی بنیاد پر تعلیم دی جائے تو ہمارے بچے عالمی سطح پر survive کر سکیں گے۔ exposure کی کمی ہمارے نظام تعلیم کا سب سے بڑا مسئلہ ہے۔ اس سال صرف صوبہ پنجاب میں 340000 بچوں نے میٹرک پاس کیا۔ bbox=[553, 2024, 725, 2181]
column-paragraph: تاریخ اسلام میں مدارس کی اہمیت اور ان کے درخشاں کردار کو جھٹلایا نہیں جا سکتا۔ مدارس نے دنیا کو ایسے قانون دان، فلسفی، اطبا، مورخ اور سائنسدان دیے جن کا نام آج بھی احترام سے لیا جاتا ہے۔ دینی مدارس ہمارے معاشرے میں ایک خاص مقام رکھتے ہیں۔ bbox=[366, 1157, 542, 1296]
column-text bbox=[553, 688, 725, 1144]
column-logo: اکثریت bbox=[219, 2039, 321, 2074]
footer-bar bbox=[0, 2483, 1450, 2491]
section-title: ادارتی صفحہ bbox=[34, 37, 142, 121]
column-name: بلا امتیاز bbox=[1006, 1720, 1074, 1739]
column-paragraph: بھارت نے کیا سوال یہ ہے کہ ہم نے کیا کیا؟ جب بھارت ہمارے دریاؤں پر ڈیم بنا رہا تھا تب ہم نے کیا کیا؟ ہمیں تسلیم کرنا ہوگا کہ لاتوں کے بھوت باتوں سے نہیں مانتے۔ بھارت سے بہتر تعلقات کی خواہش رکھنے والوں کو سمجھنا چاہیے۔ bbox=[1272, 1806, 1448, 1927]
masthead-banner bbox=[0, 22, 1450, 155]
newspaper-brand bbox=[4, 3, 214, 21]
column-text bbox=[1092, 2022, 1264, 2478]
polio-paragraph: اکثر مبصرین افغانستان کے ساتھ ہماری سرحد پر آزادانہ آمد و رفت کو ہمارے ہاں پولیو کی وہاں صورت کا ذمہ دار ٹھہراتے ہیں لیکن اس خوفناک بیماری کے نئے کیسز کی تعداد پر غور کریں کہ ہمارے ہاں یہ تعداد 53 ہے جبکہ جن پر ہم ذمہ داری تھوپتے ہیں وہاں صرف 12۔ پولیو کا ذکر تو ہم اکثر کرتے ہیں کیونکہ یہ حکومت کی ناکامی کی ایک بڑی علامت ہے۔ bbox=[365, 331, 722, 430]
website-label: www.aksriyat.com bbox=[926, 809, 1076, 829]
column-paragraph: بھارتی فوج گھر گھر تلاشی کے دوران عورتوں پر ظلم و ستم کر رہی ہے اور ان کی بے حرمتی کے واقعات میں بھی اضافہ دیکھنے میں آیا ہے۔ نوجوانوں کو زبردستی گھروں سے نکال کر گولیوں کا نشانہ بنایا جا رہا ہے۔ پوری وادی میں ایک خوف اور دہشت کی فضا ہے۔ bbox=[366, 852, 542, 991]
author-name: امتیاز علی شاکر bbox=[1002, 1774, 1078, 1790]
column-paragraph: میٹرک پاس کرنا اس بات کی علامت ہے کہ کوئی کم از کم ان پڑھ تو نہیں ورنہ وہ زمانہ اب نہیں رہا کہ جب میٹرک کو اعلیٰ درجے کی ڈگری مانا جاتا تھا۔ 1857 میں جب انگریزوں نے برصغیر پاک و ہند پر قبضہ کیا اور اگلے سال میٹرک کا امتحان ہوا تو لندن میں بیٹھ کر فیصلہ کیا گیا۔ bbox=[733, 2318, 909, 2457]
columnist-card bbox=[916, 1253, 1086, 1367]
polio-paragraph: یاد رکھنا چاہیے کہ صرف باتوں سے ہی ہوگا جو پولیو کے معاملے میں ہو رہا ہے۔ ہم جو بھی کرتے ہیں یا تو درست نہیں یا سمت غلط ہے یا ہماری توجہ کا مرکز درست نہیں۔ آخر کچھ تو ہے کہ دنیا کے بیشتر ممالک نے اس مرض کو اپنے ہاں ختم کر دیا ہے اور ہم آئے دن نئے ریکارڈ قائم کر رہے ہیں۔ حکومت کو پہلا کام تو یہ کرنا چاہیے کہ پولیو پروگرام کی تمام قیادت کو فارغ کرے۔ bbox=[2, 161, 722, 668]
column-paragraph: میٹرک پاس کرنا اس بات کی علامت ہے کہ کوئی کم از کم ان پڑھ تو نہیں ورنہ وہ زمانہ اب نہیں رہا کہ جب میٹرک کو اعلیٰ درجے کی ڈگری مانا جاتا تھا۔ 1857 میں جب انگریزوں نے برصغیر پاک و ہند پر قبضہ کیا اور اگلے سال میٹرک کا امتحان ہوا تو لندن میں بیٹھ کر فیصلہ کیا گیا۔ bbox=[366, 2024, 542, 2163]
column-text bbox=[916, 2294, 1086, 2478]
column-paragraph: تاریخ اسلام میں مدارس کی اہمیت اور ان کے درخشاں کردار کو جھٹلایا نہیں جا سکتا۔ مدارس نے دنیا کو ایسے قانون دان، فلسفی، اطبا، مورخ اور سائنسدان دیے جن کا نام آج بھی احترام سے لیا جاتا ہے۔ دینی مدارس ہمارے معاشرے میں ایک خاص مقام رکھتے ہیں۔ bbox=[1272, 1157, 1448, 1296]
column-paragraph: وزیراعظم پاکستان کی جانب سے بھارتی وزیراعظم نریندر مودی کے دورہ امریکہ کے موقع پر تحریک انصاف کے کارکنان کو امریکہ میں مودی کے خلاف بھرپور احتجاج کی ہدایت کی اور کہا کہ وہ ہر فورم پر کشمیریوں کیلئے آواز اٹھائیں گے۔ bbox=[366, 1554, 542, 1675]
publisher-line: پبلشر یوسف خان نے طارق پرنٹرز، نزد الخیر پلازہ، خیبر بازار سے چھپوا کر دفتر bbox=[263, 50, 657, 64]
column-text bbox=[916, 944, 1086, 1144]
column-paragraph: بھارت پاکستان کا پانی روک کر ہمیں بنجر کرنا چاہتا ہے۔ کشمیر کا مسئلہ دراصل پانی کا مسئلہ بھی ہے۔ ہمیں اپنے آبی وسائل کے تحفظ کیلئے مضبوط حکمت عملی اپنانا ہوگی اور عالمی فورمز پر بھارتی سازشوں کو بے نقاب کرنا ہوگا۔ bbox=[553, 1554, 725, 1675]
column-paragraph: ان کی insult کرنا بھی ضروری نہیں۔ Management اور cadre کی بنیاد پر تعلیم دی جائے تو ہمارے بچے عالمی سطح پر survive کر سکیں گے۔ exposure کی کمی ہمارے نظام تعلیم کا سب سے بڑا مسئلہ ہے۔ اس سال صرف صوبہ پنجاب میں 340000 بچوں نے میٹرک پاس کیا۔ bbox=[1092, 2276, 1264, 2433]
columnist-card bbox=[916, 2175, 1086, 2288]
column-paragraph: اگر حکومت عوام کے لئے مفت صحت اور مفت تعلیم کا انتظام کرے تو پاکستان میں گھٹتے ہوئے مڈل کلاس کی تعداد میں ایک مرتبہ پھر اضافہ ہو سکتا ہے جو کسی بھی ملک کی ترقی کے لئے کلیدی کردار ادا کرتی ہے۔ دانشور اس بات پر متفق ہیں کہ اس قوم نے کبھی ترقی نہیں کی جس کا نصاب تعلیم ان کی اپنی زبان میں نہ ہو۔ bbox=[184, 1821, 356, 1996]
column-paragraph: مدارس کے طلبہ کو اگر جدید علوم اور فنی تعلیم کے ساتھ ہنر سکھایا جائے تو وہ معاشرے کا کارآمد حصہ بن سکتے ہیں۔ مولوی صاحبان اور مساجد کے ذمہ داران اگر اس کام کا اہتمام کریں تو اس کے بہترین نتائج سامنے آئیں گے، بشرطیکہ یہ کام سمجھدار اور روشن خیال علما کے ذریعے کیا جائے۔ bbox=[1092, 1283, 1264, 1440]
editorial-paragraph: نسل کشی اور انسانی حقوق کی سنگین خلاف ورزیوں پر نظر رکھنے اور اس حوالے سے آواز اٹھانے والی معتبر عالمی تنظیم ”جینوسائیڈ واچ“ نے اقوام متحدہ اور رکن ممالک پر زور دیا ہے کہ وہ بھارت کو کشمیر میں نسل کشی سے باز رہنے کے لیے تنبیہ کریں۔ مقبوضہ کشمیر میں انسانی حقوق کی خوفناک صورتحال کے حوالے سے یہ حالیہ دنوں کی ایک چونکا دینے والی رپورٹ ہے۔ bbox=[1091, 246, 1448, 345]
